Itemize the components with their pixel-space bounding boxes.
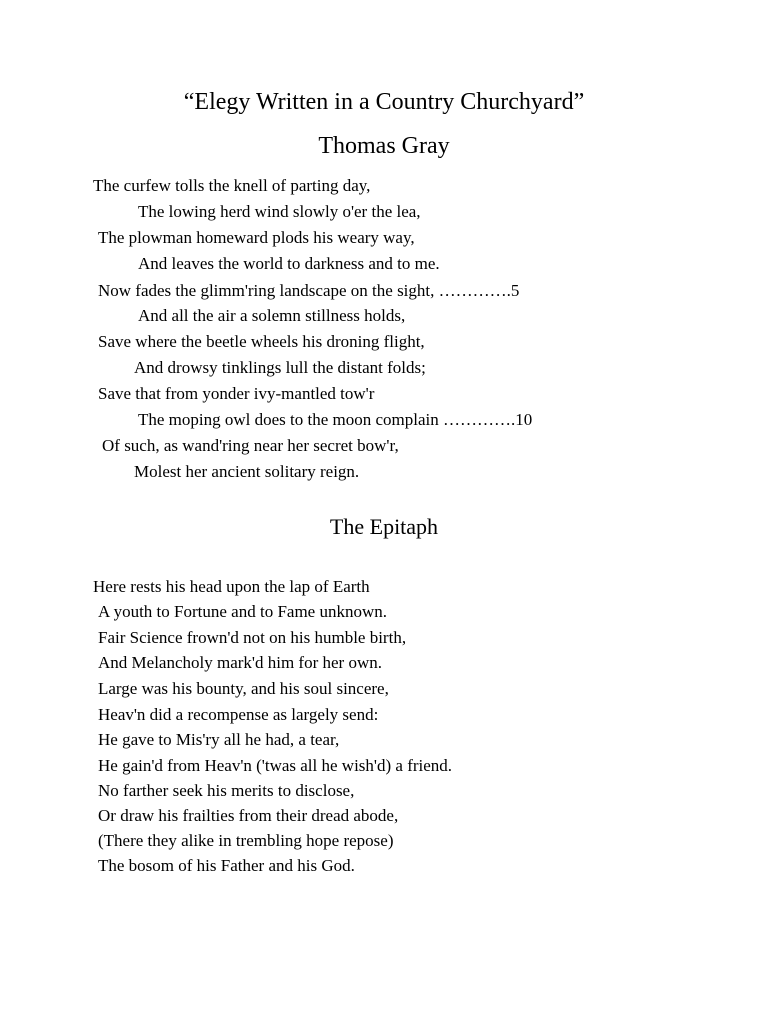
epitaph-line: Fair Science frown'd not on his humble birth,	[98, 628, 407, 647]
poem-line: Save where the beetle wheels his droning flight,	[98, 332, 425, 351]
poem-line: And leaves the world to darkness and to me.	[138, 254, 440, 273]
poem-line: Save that from yonder ivy-mantled tow'r	[98, 384, 375, 403]
epitaph-line: He gain'd from Heav'n ('twas all he wish'd) a friend.	[98, 756, 453, 775]
poem-title: “Elegy Written in a Country Churchyard”	[183, 89, 585, 115]
epitaph-line: Large was his bounty, and his soul sincere,	[98, 679, 389, 698]
epitaph-line: And Melancholy mark'd him for her own.	[98, 653, 382, 672]
epitaph-line: No farther seek his merits to disclose,	[98, 781, 355, 800]
poem-line: Now fades the glimm'ring landscape on the sight, ………….5	[98, 281, 520, 300]
poem-line: And all the air a solemn stillness holds,	[138, 306, 406, 325]
poem-line: And drowsy tinklings lull the distant folds;	[134, 358, 426, 377]
poem-line: Molest her ancient solitary reign.	[134, 462, 360, 481]
epitaph-line: He gave to Mis'ry all he had, a tear,	[98, 730, 340, 749]
poem-line: The lowing herd wind slowly o'er the lea,	[138, 202, 421, 221]
epitaph-line: A youth to Fortune and to Fame unknown.	[98, 602, 387, 621]
poem-author: Thomas Gray	[318, 133, 450, 159]
poem-line: Of such, as wand'ring near her secret bow'r,	[102, 436, 399, 455]
poem-line: The moping owl does to the moon complain ………….10	[138, 410, 533, 429]
epitaph-line: Heav'n did a recompense as largely send:	[98, 705, 379, 724]
epitaph-title: The Epitaph	[329, 514, 439, 539]
poem-line: The curfew tolls the knell of parting day,	[93, 176, 371, 195]
epitaph-line: (There they alike in trembling hope repose)	[98, 831, 394, 850]
poem-line: The plowman homeward plods his weary way,	[98, 228, 415, 247]
epitaph-line: Or draw his frailties from their dread abode,	[98, 806, 399, 825]
epitaph-line: Here rests his head upon the lap of Earth	[93, 577, 370, 596]
epitaph-line: The bosom of his Father and his God.	[98, 856, 355, 875]
